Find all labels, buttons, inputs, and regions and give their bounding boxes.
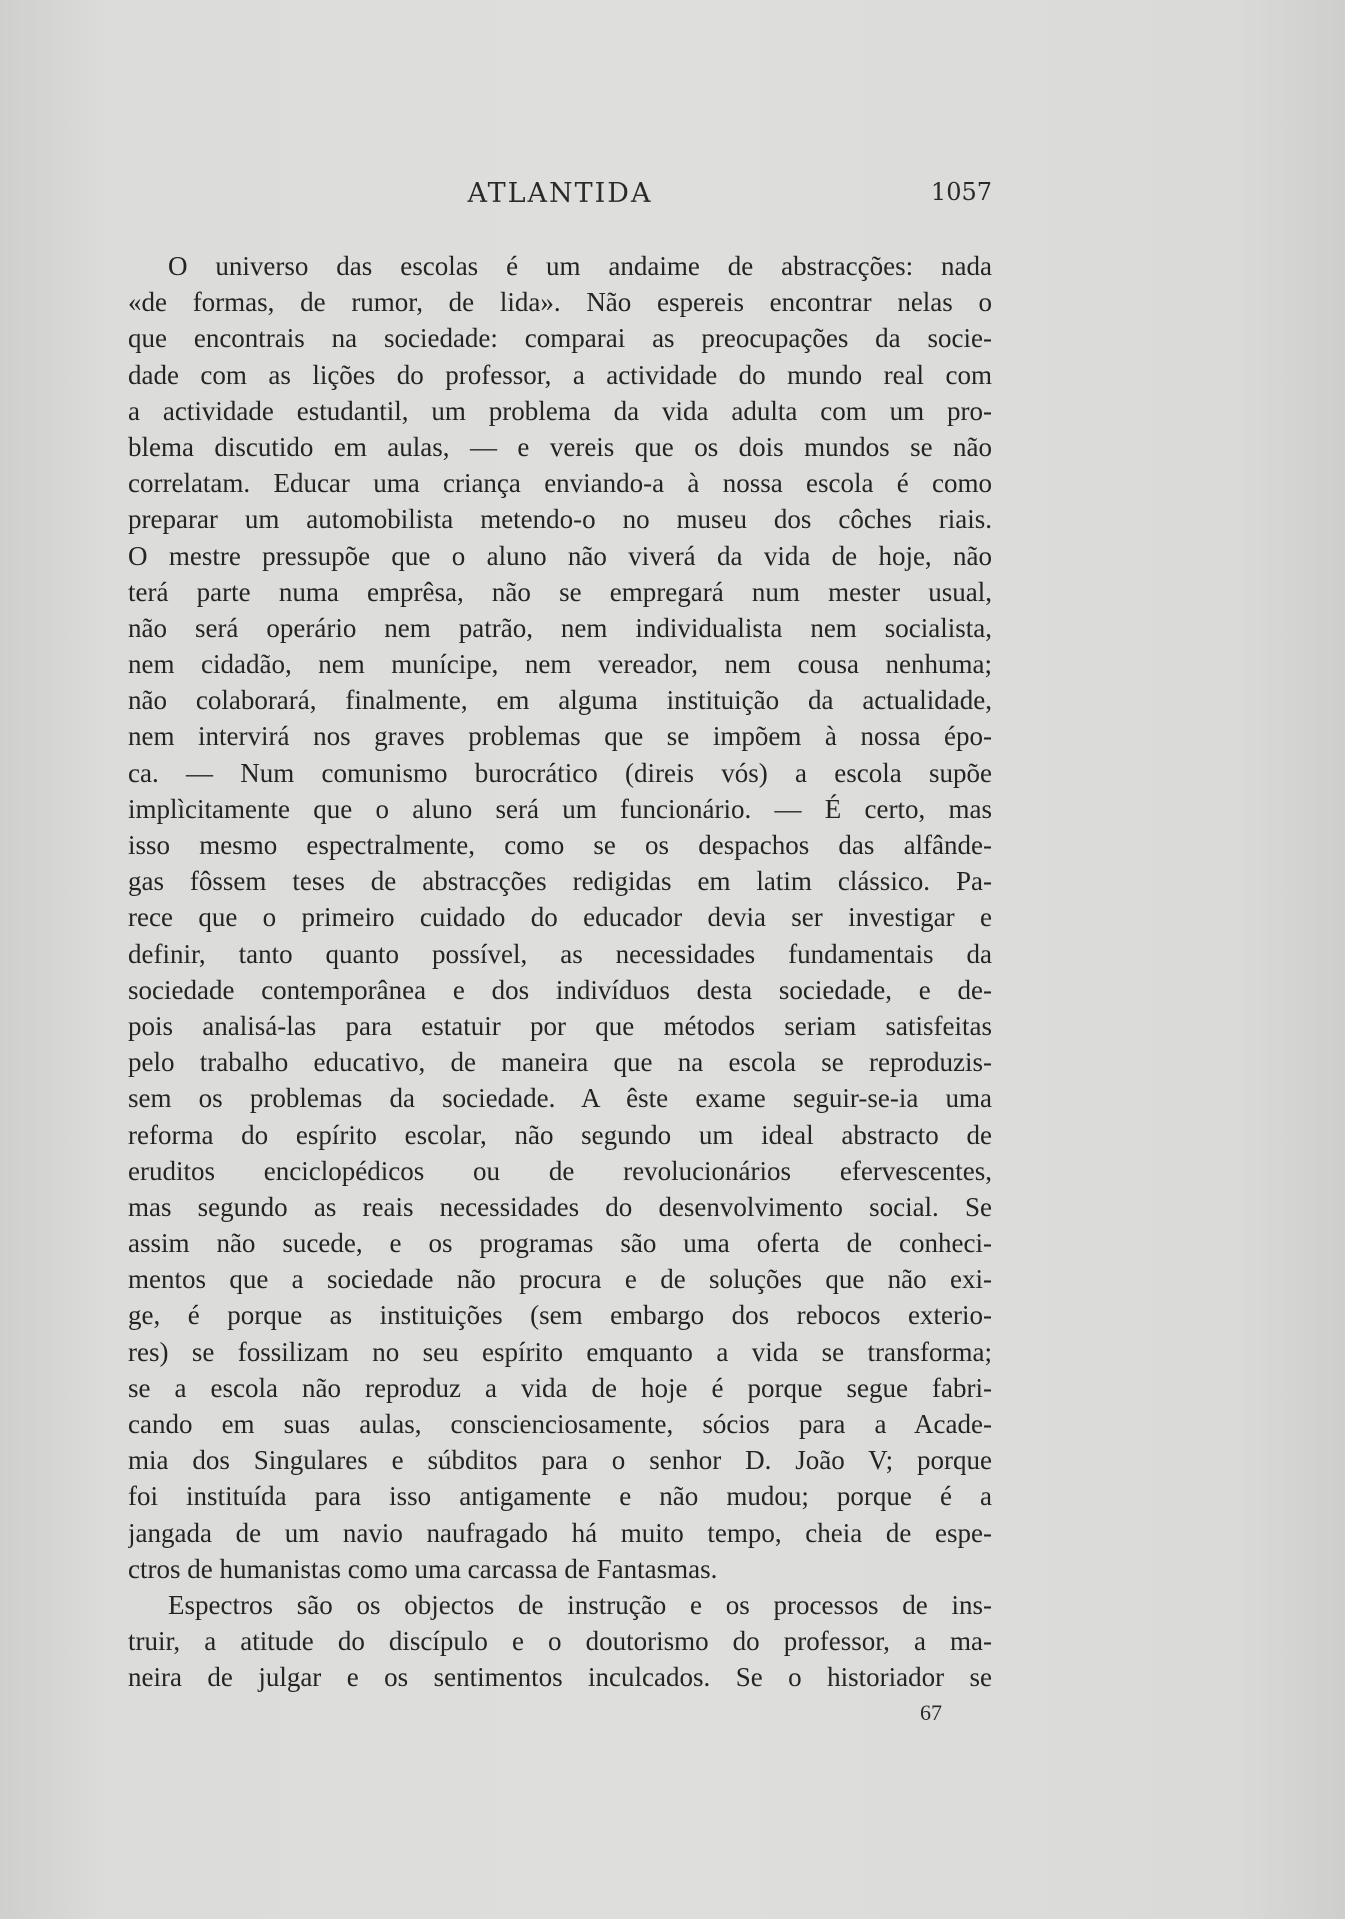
text-line: truir, a atitude do discípulo e o doutorismo do professor, a ma-	[128, 1626, 992, 1657]
text-line: implìcitamente que o aluno será um funcionário. — É certo, mas	[128, 793, 992, 824]
running-head	[128, 178, 992, 218]
text-line: se a escola não reproduz a vida de hoje é porque segue fabri-	[128, 1372, 992, 1403]
text-line: terá parte numa emprêsa, não se empregará num mester usual,	[128, 576, 992, 607]
text-line: foi instituída para isso antigamente e não mudou; porque é a	[128, 1481, 992, 1512]
text-line: cando em suas aulas, conscienciosamente, sócios para a Acade-	[128, 1409, 992, 1439]
text-line: reforma do espírito escolar, não segundo um ideal abstracto de	[128, 1119, 992, 1150]
text-line: ctros de humanistas como uma carcassa de Fantasmas.	[128, 1553, 718, 1584]
text-line: sem os problemas da sociedade. A êste exame seguir-se-ia uma	[128, 1083, 992, 1114]
text-line: não colaborará, finalmente, em alguma instituição da actualidade,	[128, 685, 992, 716]
text-line: jangada de um navio naufragado há muito tempo, cheia de espe-	[128, 1517, 992, 1548]
text-line: que encontrais na sociedade: comparai as preocupações da socie-	[128, 323, 992, 354]
text-line: «de formas, de rumor, de lida». Não espereis encontrar nelas o	[128, 287, 992, 318]
text-line: O mestre pressupõe que o aluno não viverá da vida de hoje, não	[128, 540, 992, 571]
text-line: mentos que a sociedade não procura e de soluções que não exi-	[128, 1264, 992, 1295]
text-line: dade com as lições do professor, a actividade do mundo real com	[128, 359, 992, 390]
text-line: pois analisá-las para estatuir por que métodos seriam satisfeitas	[128, 1010, 992, 1041]
text-line: res) se fossilizam no seu espírito emquanto a vida se transforma;	[128, 1336, 992, 1367]
text-line: assim não sucede, e os programas são uma oferta de conheci-	[128, 1228, 992, 1259]
text-line: não será operário nem patrão, nem individualista nem socialista,	[128, 612, 992, 643]
signature-mark: 67	[920, 1700, 942, 1725]
running-title: ATLANTIDA	[467, 178, 653, 209]
text-line: Espectros são os objectos de instrução e os processos de ins-	[168, 1589, 992, 1620]
body-text	[128, 248, 992, 1696]
text-line: a actividade estudantil, um problema da vida adulta com um pro-	[128, 395, 992, 426]
text-line: ge, é porque as instituições (sem embargo dos rebocos exterio-	[128, 1300, 992, 1331]
text-line: eruditos enciclopédicos ou de revolucionários efervescentes,	[128, 1155, 992, 1186]
text-line: definir, tanto quanto possível, as necessidades fundamentais da	[128, 938, 992, 969]
text-line: O universo das escolas é um andaime de abstracções: nada	[168, 251, 992, 281]
text-line: mia dos Singulares e súbditos para o senhor D. João V; porque	[128, 1445, 992, 1476]
text-line: preparar um automobilista metendo-o no museu dos côches riais.	[128, 504, 992, 535]
text-line: nem cidadão, nem munícipe, nem vereador, nem cousa nenhuma;	[128, 649, 992, 680]
text-line: neira de julgar e os sentimentos inculcados. Se o historiador se	[128, 1662, 992, 1693]
text-line: ca. — Num comunismo burocrático (direis vós) a escola supõe	[128, 757, 992, 788]
text-line: gas fôssem teses de abstracções redigidas em latim clássico. Pa-	[128, 866, 992, 897]
text-line: nem intervirá nos graves problemas que se impõem à nossa épo-	[128, 721, 992, 752]
text-line: correlatam. Educar uma criança enviando-a à nossa escola é como	[128, 468, 992, 499]
page-number: 1057	[930, 178, 992, 206]
text-line: mas segundo as reais necessidades do desenvolvimento social. Se	[128, 1191, 992, 1222]
text-line: blema discutido em aulas, — e vereis que os dois mundos se não	[128, 431, 992, 462]
text-line: rece que o primeiro cuidado do educador devia ser investigar e	[128, 902, 992, 933]
text-line: pelo trabalho educativo, de maneira que na escola se reproduzis-	[128, 1047, 992, 1078]
text-line: sociedade contemporânea e dos indivíduos desta sociedade, e de-	[128, 974, 992, 1005]
text-line: isso mesmo espectralmente, como se os despachos das alfânde-	[128, 830, 992, 860]
